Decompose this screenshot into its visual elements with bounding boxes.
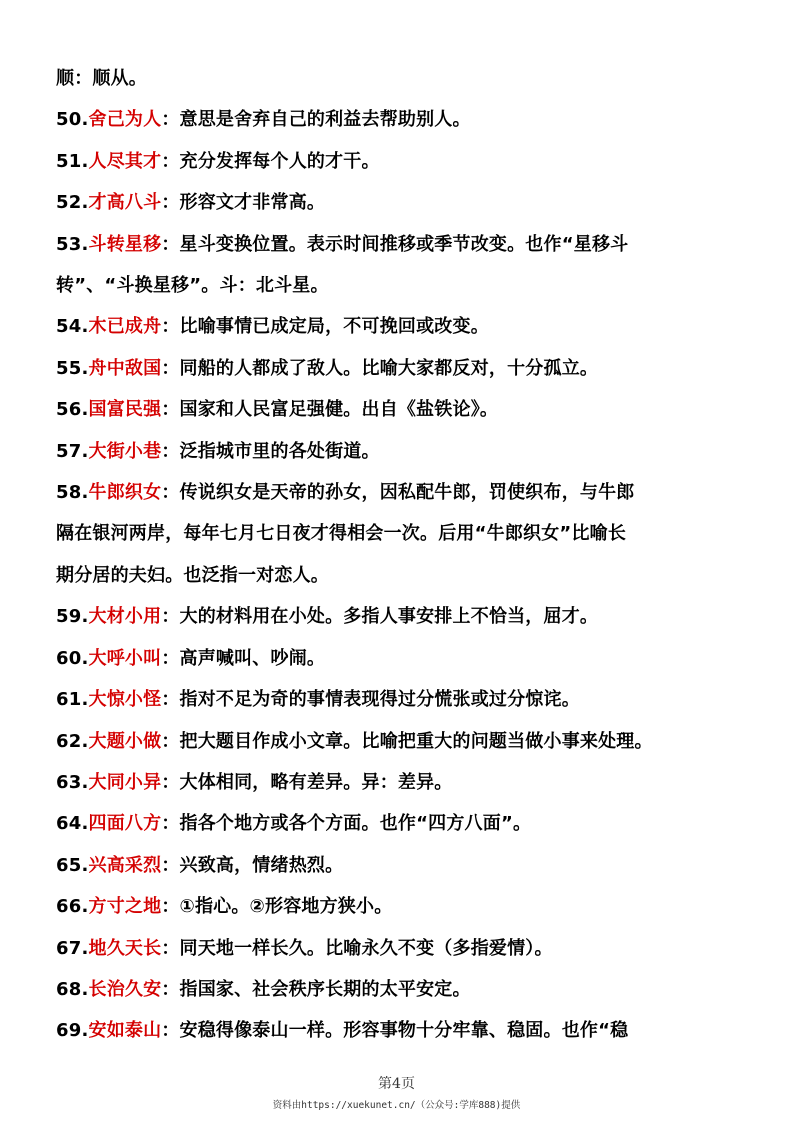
idiom-definition: ：指对不足为奇的事情表现得过分慌张或过分惊诧。 bbox=[161, 689, 580, 711]
entry-number: 64. bbox=[56, 813, 89, 835]
text-line bbox=[56, 99, 746, 140]
text-line bbox=[56, 928, 746, 969]
text-line bbox=[56, 638, 746, 679]
text-line bbox=[56, 803, 746, 844]
entry-number: 59. bbox=[56, 606, 89, 628]
idiom-term: 长治久安 bbox=[88, 978, 162, 1000]
idiom-term: 木已成舟 bbox=[88, 316, 162, 338]
entry-number: 57. bbox=[56, 440, 89, 462]
idiom-definition: ：兴致高，情绪热烈。 bbox=[161, 854, 344, 876]
entry-number: 50. bbox=[56, 109, 89, 131]
entry-number: 69. bbox=[56, 1020, 89, 1042]
idiom-definition: ：同船的人都成了敌人。比喻大家都反对，十分孤立。 bbox=[161, 357, 599, 379]
text-line bbox=[56, 1010, 746, 1051]
idiom-term: 大材小用 bbox=[88, 606, 162, 628]
entry-number: 60. bbox=[56, 647, 89, 669]
text-line bbox=[56, 721, 746, 762]
idiom-term: 牛郎织女 bbox=[88, 482, 162, 504]
idiom-definition: ：国家和人民富足强健。出自《盐铁论》。 bbox=[161, 399, 499, 421]
text-line bbox=[56, 182, 746, 223]
text-line bbox=[56, 762, 746, 803]
text-line bbox=[56, 348, 746, 389]
idiom-definition: ：传说织女是天帝的孙女，因私配牛郎，罚使织布，与牛郎 bbox=[161, 482, 635, 504]
text-line bbox=[56, 224, 746, 265]
idiom-definition: ：指各个地方或各个方面。也作“四方八面”。 bbox=[161, 813, 532, 835]
text-line bbox=[56, 265, 746, 306]
idiom-term: 大同小异 bbox=[88, 771, 162, 793]
entry-number: 67. bbox=[56, 937, 89, 959]
idiom-definition: 转”、“斗换星移”。斗：北斗星。 bbox=[56, 275, 329, 297]
source-credit: 资料由https://xuekunet.cn/（公众号:学库888)提供 bbox=[272, 1100, 521, 1111]
entry-number: 53. bbox=[56, 233, 89, 255]
entry-number: 56. bbox=[56, 399, 89, 421]
idiom-term: 兴高采烈 bbox=[88, 854, 162, 876]
entry-number: 61. bbox=[56, 689, 89, 711]
entry-number: 66. bbox=[56, 896, 89, 918]
idiom-definition: 期分居的夫妇。也泛指一对恋人。 bbox=[56, 564, 329, 586]
idiom-term: 国富民强 bbox=[88, 399, 162, 421]
idiom-term: 舟中敌国 bbox=[88, 357, 162, 379]
idiom-term: 地久天长 bbox=[88, 937, 162, 959]
idiom-term: 大惊小怪 bbox=[88, 689, 162, 711]
text-line bbox=[56, 845, 746, 886]
entry-number: 68. bbox=[56, 978, 89, 1000]
idiom-definition: ：泛指城市里的各处街道。 bbox=[161, 440, 380, 462]
idiom-term: 舍己为人 bbox=[88, 109, 162, 131]
idiom-definition: ：意思是舍弃自己的利益去帮助别人。 bbox=[161, 109, 471, 131]
entry-number: 54. bbox=[56, 316, 89, 338]
page-number: 第4页 bbox=[378, 1076, 415, 1092]
entry-number: 63. bbox=[56, 771, 89, 793]
idiom-definition: ：同天地一样长久。比喻永久不变（多指爱情）。 bbox=[161, 937, 553, 959]
text-line bbox=[56, 513, 746, 554]
idiom-term: 大街小巷 bbox=[88, 440, 162, 462]
idiom-definition: ：充分发挥每个人的才干。 bbox=[161, 150, 380, 172]
idiom-definition: ：大的材料用在小处。多指人事安排上不恰当，屈才。 bbox=[161, 606, 599, 628]
entry-number: 65. bbox=[56, 854, 89, 876]
idiom-definition: ：高声喊叫、吵闹。 bbox=[161, 647, 326, 669]
text-line bbox=[56, 431, 746, 472]
text-line bbox=[56, 389, 746, 430]
entry-number: 55. bbox=[56, 357, 89, 379]
idiom-definition: ：指国家、社会秩序长期的太平安定。 bbox=[161, 978, 471, 1000]
text-line bbox=[56, 306, 746, 347]
text-line bbox=[56, 596, 746, 637]
entry-number: 62. bbox=[56, 730, 89, 752]
text-line bbox=[56, 969, 746, 1010]
idiom-term: 方寸之地 bbox=[88, 896, 162, 918]
idiom-term: 安如泰山 bbox=[88, 1020, 162, 1042]
text-line bbox=[56, 141, 746, 182]
text-line bbox=[56, 555, 746, 596]
idiom-term: 大题小做 bbox=[88, 730, 162, 752]
idiom-term: 斗转星移 bbox=[88, 233, 162, 255]
idiom-term: 四面八方 bbox=[88, 813, 162, 835]
entry-number: 51. bbox=[56, 150, 89, 172]
idiom-definition: ：星斗变换位置。表示时间推移或季节改变。也作“星移斗 bbox=[161, 233, 629, 255]
text-line bbox=[56, 886, 746, 927]
idiom-list bbox=[56, 58, 746, 1052]
entry-number: 52. bbox=[56, 192, 89, 214]
text-line bbox=[56, 58, 746, 99]
idiom-term: 大呼小叫 bbox=[88, 647, 162, 669]
idiom-definition: ：①指心。②形容地方狭小。 bbox=[161, 896, 393, 918]
idiom-definition: ：大体相同，略有差异。异：差异。 bbox=[161, 771, 453, 793]
idiom-definition: ：形容文才非常高。 bbox=[161, 192, 326, 214]
idiom-term: 才高八斗 bbox=[88, 192, 162, 214]
idiom-definition: ：安稳得像泰山一样。形容事物十分牢靠、稳固。也作“稳 bbox=[161, 1020, 629, 1042]
idiom-definition: ：比喻事情已成定局，不可挽回或改变。 bbox=[161, 316, 489, 338]
text-line bbox=[56, 679, 746, 720]
idiom-definition: 隔在银河两岸，每年七月七日夜才得相会一次。后用“牛郎织女”比喻长 bbox=[56, 523, 627, 545]
idiom-definition: 顺：顺从。 bbox=[56, 68, 147, 89]
text-line bbox=[56, 472, 746, 513]
idiom-term: 人尽其才 bbox=[88, 150, 162, 172]
entry-number: 58. bbox=[56, 482, 89, 504]
idiom-definition: ：把大题目作成小文章。比喻把重大的问题当做小事来处理。 bbox=[161, 730, 653, 752]
